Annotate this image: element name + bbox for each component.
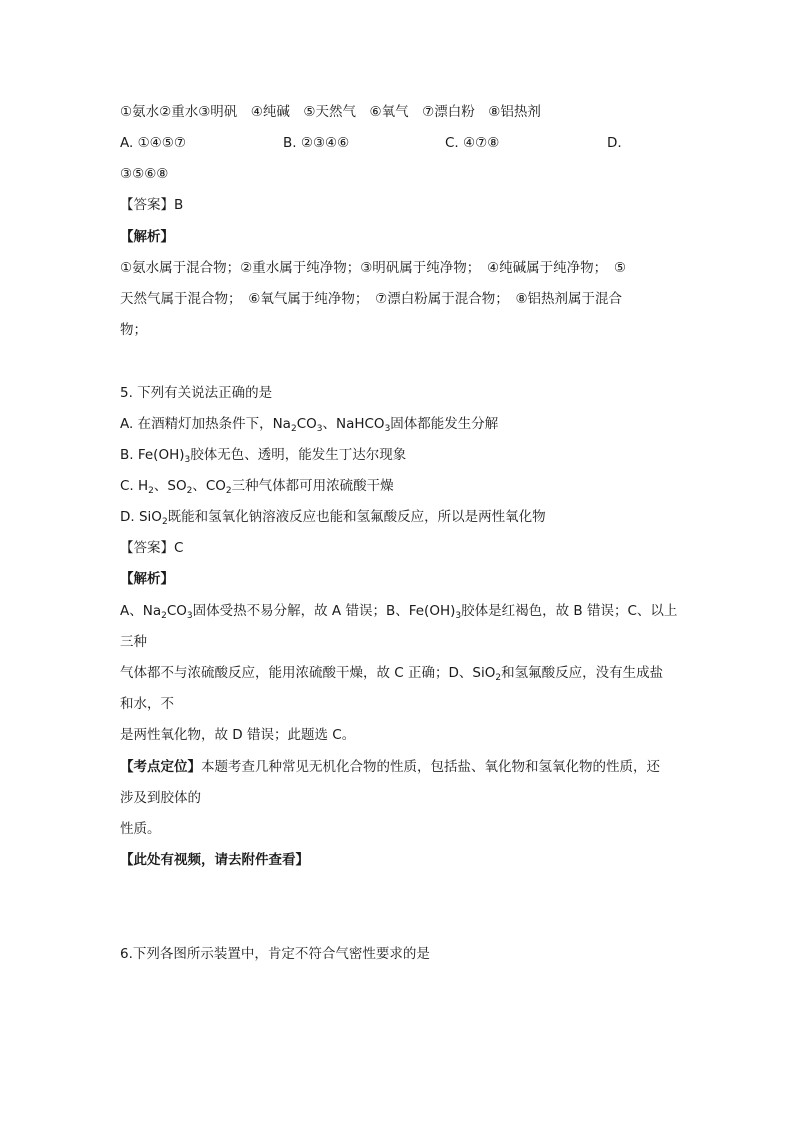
q4-option-d-value: ③⑤⑥⑧ xyxy=(120,166,169,182)
q5-analysis-line: 和水，不 xyxy=(120,696,174,712)
q5-option-b: B. $Fe(OH)_3$胶体无色、透明，能发生丁达尔现象 xyxy=(120,447,407,465)
q4-analysis-line: 物； xyxy=(120,322,147,338)
q5-kaodian: 【考点定位】本题考查几种常见无机化合物的性质，包括盐、氧化物和氢氧化物的性质，还 xyxy=(120,759,660,775)
q5-analysis-line: 气体都不与浓硫酸反应，能用浓硫酸干燥，故 C 正确；D、SiO$_2$和氢氟酸反应，没有生成盐 xyxy=(120,665,664,683)
q5-option-c: C. $H_2$、$SO_2$、$CO_2$三种气体都可用浓硫酸干燥 xyxy=(120,478,394,496)
q5-analysis-line: 三种 xyxy=(120,634,147,650)
q5-analysis-line: 是两性氧化物，故 D 错误；此题选 C。 xyxy=(120,727,356,743)
q4-analysis-heading: 【解析】 xyxy=(120,229,174,245)
q4-option-d-label: D. xyxy=(607,135,622,151)
q4-option-a: A. ①④⑤⑦ xyxy=(120,135,186,151)
q6-stem: 6.下列各图所示装置中，肯定不符合气密性要求的是 xyxy=(120,946,430,962)
q4-option-b: B. ②③④⑥ xyxy=(283,135,350,151)
q5-option-d: D. SiO$_2$既能和氢氧化钠溶液反应也能和氢氟酸反应，所以是两性氧化物 xyxy=(120,509,546,527)
q4-analysis-line: 天然气属于混合物； ⑥氧气属于纯净物； ⑦漂白粉属于混合物； ⑧铝热剂属于混合 xyxy=(120,291,623,307)
q4-items-line: ①氨水②重水③明矾 ④纯碱 ⑤天然气 ⑥氧气 ⑦漂白粉 ⑧铝热剂 xyxy=(120,104,541,120)
q5-analysis-line: A、$Na_2CO_3$固体受热不易分解，故 A 错误；B、$Fe(OH)_3$胶体是红褐色，故 B 错误；C、以上 xyxy=(120,603,678,621)
q4-analysis-line: ①氨水属于混合物；②重水属于纯净物；③明矾属于纯净物； ④纯碱属于纯净物； ⑤ xyxy=(120,260,627,276)
q5-analysis-heading: 【解析】 xyxy=(120,571,174,587)
q4-answer: 【答案】B xyxy=(120,197,184,213)
q5-stem: 5. 下列有关说法正确的是 xyxy=(120,385,273,401)
q5-video-note: 【此处有视频，请去附件查看】 xyxy=(120,852,309,868)
q5-kaodian-line: 性质。 xyxy=(120,821,161,837)
q4-option-c: C. ④⑦⑧ xyxy=(445,135,500,151)
q5-kaodian-label: 【考点定位】 xyxy=(120,759,201,775)
q5-answer: 【答案】C xyxy=(120,540,184,556)
q5-kaodian-line: 涉及到胶体的 xyxy=(120,790,201,806)
q5-option-a: A. 在酒精灯加热条件下，$Na_2CO_3$、NaHCO$_3$固体都能发生分解 xyxy=(120,416,499,434)
